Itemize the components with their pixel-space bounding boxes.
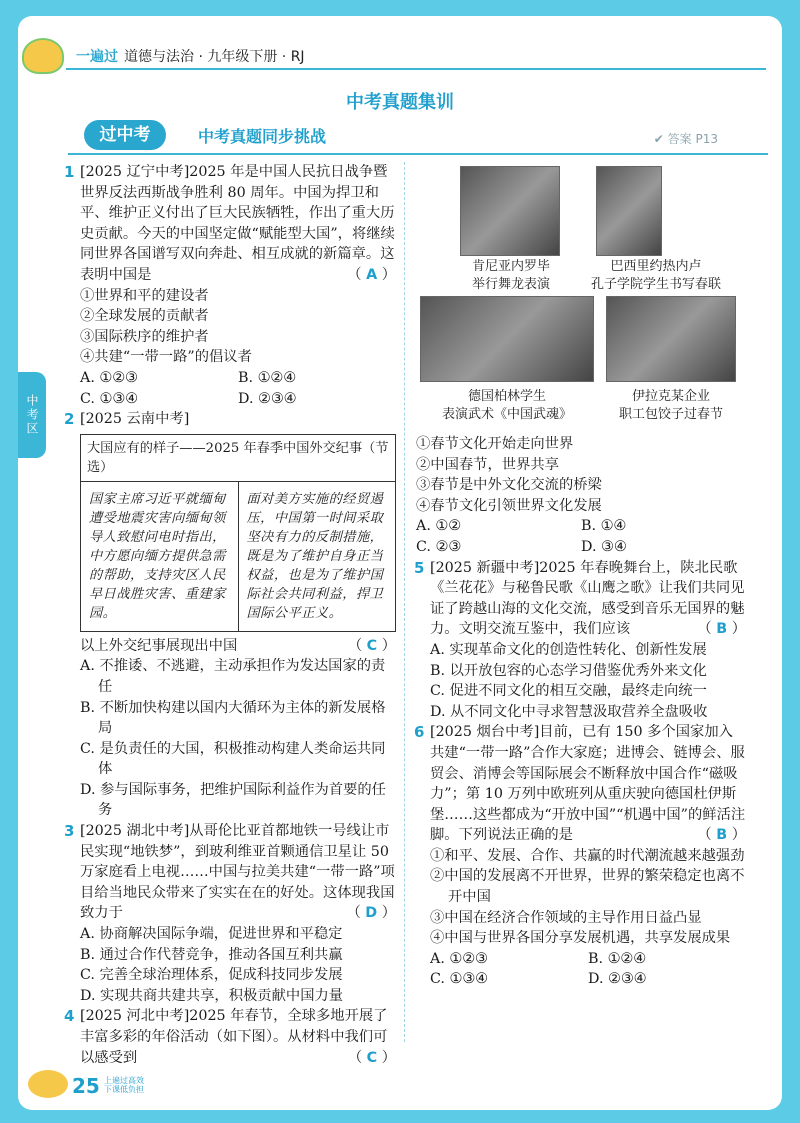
question-number: 1 <box>64 163 75 181</box>
question-number: 4 <box>64 1007 75 1026</box>
option: B. 以开放包容的心态学习借鉴优秀外来文化 <box>430 662 707 679</box>
footer-slogan: 上遍过高效 下课低负担 <box>104 1076 144 1094</box>
material-left: 国家主席习近平就缅甸遭受地震灾害向缅甸领导人致慰问电时指出，中方愿向缅方提供急需的帮助，支持灾区人民早日战胜灾害、重建家园。 <box>89 491 226 621</box>
option: D. ②③④ <box>238 390 297 407</box>
question-4 <box>66 1006 396 1068</box>
option: B. ①④ <box>581 518 627 535</box>
option: A. 实现革命文化的创造性转化、创新性发展 <box>430 641 707 658</box>
question-1 <box>66 162 396 409</box>
section-header <box>68 120 768 150</box>
answer-blank: （ A ） <box>347 266 396 283</box>
question-stem: [2025 河北中考]2025 年春节，全球多地开展了丰富多彩的年俗活动（如下图）。从材料中我们可以感受到 <box>80 1008 388 1066</box>
answer-letter: A <box>366 266 378 283</box>
question-stem: [2025 云南中考] <box>80 411 190 428</box>
material-title: 大国应有的样子——2025 年春季中国外交纪事（节选） <box>81 435 395 482</box>
section-rule <box>68 153 768 155</box>
side-tab-label: 中考区 <box>18 372 46 458</box>
photo-caption: 德国柏林学生 表演武术《中国武魂》 <box>441 389 572 422</box>
question-stem: [2025 新疆中考]2025 年春晚舞台上，陕北民歌《兰花花》与秘鲁民歌《山鹰之歌》让我们共同见证了跨越山海的文化交流，感受到音乐无国界的魅力。文明交流互鉴中，我们应该 <box>430 559 745 638</box>
question-3 <box>66 821 396 1006</box>
photo-martial-arts <box>420 296 594 382</box>
statement-item: ③春节是中外文化交流的桥梁 <box>416 477 602 494</box>
question-4-continued <box>416 434 746 558</box>
column-divider <box>404 162 405 1042</box>
question-stem: [2025 烟台中考]目前，已有 150 多个国家加入共建“一带一路”合作大家庭；进博会、链博会、服贸会、消博会等国际展会不断释放中国合作“磁吸力”；第 10 万列中欧班列从重庆驶向德国杜伊斯堡……这些都成为“开放中国”“机遇中国”的鲜活注脚。下列说法正确的是 <box>430 724 746 844</box>
statement-item: ①春节文化开始走向世界 <box>416 436 574 452</box>
statement-item: ②中国春节，世界共享 <box>416 456 559 473</box>
statement-item: ②中国的发展离不开世界，世界的繁荣稳定也离不开中国 <box>430 868 745 906</box>
statement-item: ①和平、发展、合作、共赢的时代潮流越来越强劲 <box>430 847 745 864</box>
answer-blank: （ B ） <box>697 621 746 638</box>
option: A. ①② <box>416 518 462 535</box>
footer-mascot-icon <box>28 1070 68 1098</box>
answer-blank: （ D ） <box>346 905 396 922</box>
answer-letter: C <box>366 637 378 654</box>
option: D. 参与国际事务，把维护国际利益作为首要的任务 <box>80 781 386 819</box>
option: A. 不推诿、不逃避，主动承担作为发达国家的责任 <box>80 658 386 695</box>
option: D. ③④ <box>581 538 627 555</box>
answer-letter: D <box>365 905 378 922</box>
section-subtitle: 中考真题同步挑战 <box>198 127 327 146</box>
header-rule <box>66 68 766 70</box>
option: D. 从不同文化中寻求智慧汲取营养全盘吸收 <box>430 703 708 720</box>
photo-dragon-dance <box>460 166 560 256</box>
statement-item: ①世界和平的建设者 <box>80 287 209 304</box>
option: A. ①②③ <box>80 369 138 386</box>
option: C. ①③④ <box>430 971 488 988</box>
option: C. 完善全球治理体系，促成科技同步发展 <box>80 967 343 984</box>
subject-label: 道德与法治 · 九年级下册 · RJ <box>124 49 305 65</box>
question-stem: [2025 湖北中考]从哥伦比亚首都地铁一号线让市民实现“地铁梦”，到玻利维亚首颗通信卫星让 50 万家庭看上电视……中国与拉美共建“一带一路”项目给当地民众带来了实实在在的好处。这体现我国致力于 <box>80 823 395 922</box>
section-tag: 过中考 <box>84 120 166 150</box>
question-6 <box>416 722 746 990</box>
answer-reference: ✔ 答案 P13 <box>653 132 718 146</box>
question-2 <box>66 409 396 821</box>
mascot-logo-icon <box>22 38 64 74</box>
photo-caption: 巴西里约热内卢 孔子学院学生书写春联 <box>590 259 721 292</box>
answer-letter: B <box>716 621 728 638</box>
option: A. ①②③ <box>430 950 488 967</box>
photo-grid <box>416 162 746 434</box>
statement-item: ③国际秩序的维护者 <box>80 328 209 345</box>
page-number: 25 <box>72 1074 100 1098</box>
statement-item: ④春节文化引领世界文化发展 <box>416 497 602 514</box>
option: B. ①②④ <box>588 950 647 967</box>
photo-couplets <box>596 166 662 256</box>
page-footer <box>18 1070 318 1100</box>
material-box <box>80 434 396 632</box>
brand-name: 一遍过 <box>76 49 118 65</box>
option: A. 协商解决国际争端，促进世界和平稳定 <box>80 926 343 943</box>
question-prompt: 以上外交纪事展现出中国 <box>80 637 238 654</box>
option: B. 通过合作代替竞争，推动各国互利共赢 <box>80 946 343 963</box>
answer-blank: （ C ） <box>347 1049 396 1066</box>
photo-caption: 肯尼亚内罗毕 举行舞龙表演 <box>471 259 550 292</box>
statement-item: ④中国与世界各国分享发展机遇，共享发展成果 <box>430 930 731 947</box>
page-title: 中考真题集训 <box>346 92 454 113</box>
option: C. 促进不同文化的相互交融，最终走向统一 <box>430 683 707 700</box>
option: D. ②③④ <box>588 971 647 988</box>
option: C. ②③ <box>416 538 462 555</box>
question-number: 6 <box>414 723 425 742</box>
answer-blank: （ B ） <box>697 827 746 844</box>
answer-letter: C <box>366 1049 378 1066</box>
statement-item: ④共建“一带一路”的倡议者 <box>80 349 252 366</box>
question-number: 5 <box>414 558 425 577</box>
option: B. ①②④ <box>238 369 297 386</box>
right-column <box>416 162 746 990</box>
left-column <box>66 162 396 1068</box>
material-right: 面对美方实施的经贸遏压，中国第一时间采取坚决有力的反制措施，既是为了维护自身正当权益，也是为了维护国际社会共同利益，捍卫国际公平正义。 <box>238 482 396 631</box>
photo-caption: 伊拉克某企业 职工包饺子过春节 <box>618 389 723 422</box>
question-number: 3 <box>64 822 75 841</box>
option: C. ①③④ <box>80 390 138 407</box>
question-5 <box>416 558 746 723</box>
statement-item: ②全球发展的贡献者 <box>80 308 209 325</box>
option: C. 是负责任的大国，积极推动构建人类命运共同体 <box>80 740 386 778</box>
statement-item: ③中国在经济合作领域的主导作用日益凸显 <box>430 909 702 926</box>
running-header <box>76 46 305 66</box>
photo-dumplings <box>606 296 736 382</box>
option: D. 实现共商共建共享，积极贡献中国力量 <box>80 987 344 1004</box>
answer-letter: B <box>716 827 728 844</box>
option: B. 不断加快构建以国内大循环为主体的新发展格局 <box>80 699 386 737</box>
answer-blank: （ C ） <box>347 637 396 654</box>
question-number: 2 <box>64 410 75 429</box>
question-stem: [2025 辽宁中考]2025 年是中国人民抗日战争暨世界反法西斯战争胜利 80 周年。中国为捍卫和平、维护正义付出了巨大民族牺牲，作出了重大历史贡献。今天的中国坚定做“赋能型大国”，将继续同世界各国谱写双向奔赴、相互成就的新篇章。这表明中国是 <box>80 164 395 283</box>
